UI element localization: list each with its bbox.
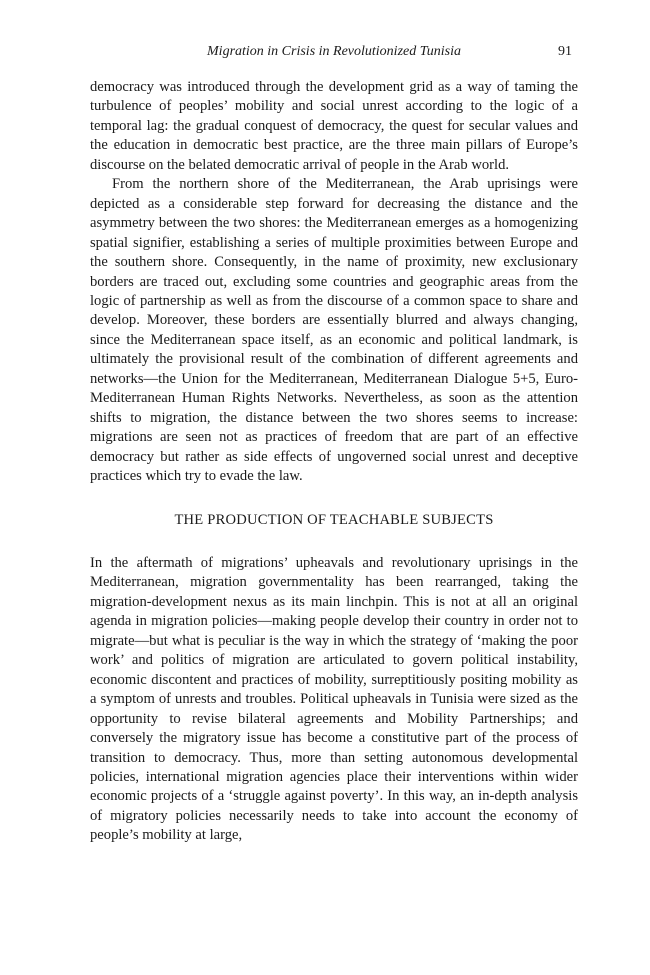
paragraph: In the aftermath of migrations’ upheavals and revolutionary uprisings in the Mediterranean, migration governmentality has been rearranged, taking the migration-development nexus as its main linchpin. This is not at all an original agenda in migration policies—making people develop their country in order not to migrate—but what is peculiar is the way in which the strategy of ‘making the poor work’ and politics of migration are articulated to govern political instability, economic discontent and practices of mobility, surreptitiously positing mobility as a symptom of unrests and troubles. Political upheavals in Tunisia were sized as the opportunity to revise bilateral agreements and Mobility Partnerships; and conversely the migratory issue has become a constitutive part of the process of transition to democracy. Thus, more than setting autonomous developmental policies, international migration agencies place their interventions within wider economic projects of a ‘struggle against poverty’. In this way, an in-depth analysis of migratory policies necessarily needs to take into account the economy of people’s mobility at large, [90,554,578,844]
running-title: Migration in Crisis in Revolutionized Tunisia [207,44,461,59]
page-number: 91 [558,44,572,59]
paragraph: From the northern shore of the Mediterranean, the Arab uprisings were depicted as a considerable step forward for decreasing the distance and the asymmetry between the two shores: the Mediterranean emerges as a homogenizing spatial signifier, establishing a series of multiple proximities between Europe and the southern shore. Consequently, in the name of proximity, new exclusionary borders are traced out, excluding some countries and geographic areas from the logic of partnership as well as from the discourse of a common space to share and develop. Moreover, these borders are essentially blurred and always changing, since the Mediterranean space itself, as an economic and political landmark, is ultimately the provisional result of the combination of different agreements and networks—the Union for the Mediterranean, Mediterranean Dialogue 5+5, Euro-Mediterranean Human Rights Networks. Nevertheless, as soon as the attention shifts to migration, the distance between the two shores seems to increase: migrations are seen not as practices of freedom that are part of an effective democracy but rather as side effects of ungoverned social unrest and deceptive practices which try to evade the law. [90,176,578,485]
running-header [90,44,578,66]
body-text [90,78,578,846]
book-page [90,44,578,846]
paragraph: democracy was introduced through the development grid as a way of taming the turbulence of peoples’ mobility and social unrest according to the logic of a temporal lag: the gradual conquest of democracy, the quest for secular values and the education in democratic best practice, are the three main pillars of Europe’s discourse on the belated democratic arrival of people in the Arab world. [90,79,578,173]
section-heading: THE PRODUCTION OF TEACHABLE SUBJECTS [174,511,494,528]
